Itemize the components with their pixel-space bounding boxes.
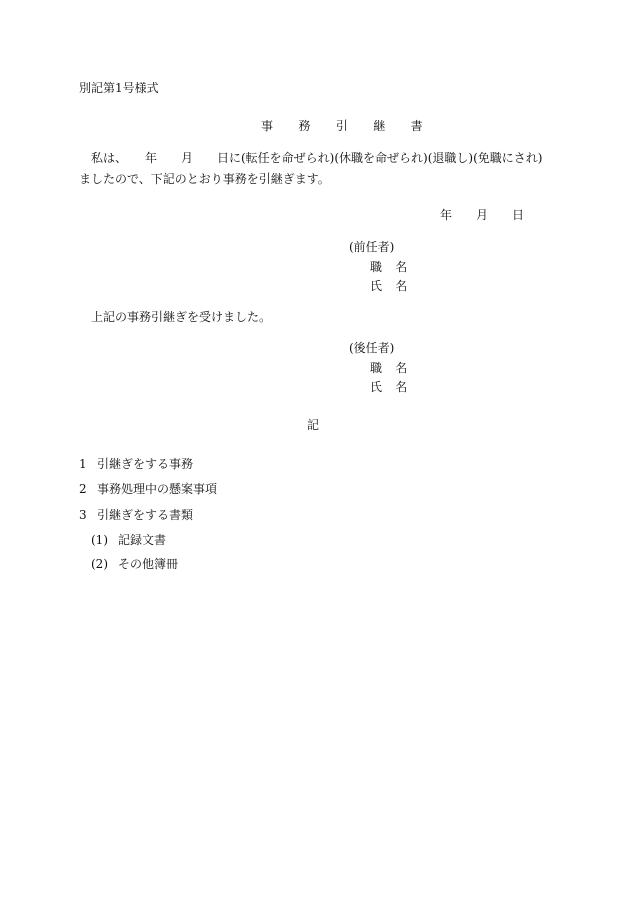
- sub-list-item: [91, 534, 166, 546]
- ki-heading: 記: [307, 418, 320, 432]
- list-item: [79, 458, 193, 470]
- predecessor-name-label: 氏名: [370, 279, 421, 293]
- subitem-text: その他簿冊: [118, 557, 179, 571]
- item-number: 3: [79, 508, 87, 522]
- successor-heading: (後任者): [349, 341, 395, 355]
- item-text: 引継ぎをする書類: [97, 508, 194, 522]
- subitem-number: (1): [91, 533, 108, 547]
- predecessor-position-label: 職名: [370, 260, 421, 274]
- subitem-text: 記録文書: [118, 533, 167, 547]
- body-line-1: 私は、 年 月 日に(転任を命ぜられ)(休職を命ぜられ)(退職し)(免職にされ): [91, 151, 543, 165]
- successor-position-label: 職名: [370, 361, 421, 375]
- body-line-2: ましたので、下記のとおり事務を引継ぎます。: [79, 172, 330, 186]
- received-line: 上記の事務引継ぎを受けました。: [91, 310, 272, 324]
- item-text: 事務処理中の懸案事項: [97, 482, 218, 496]
- list-item: [79, 509, 193, 521]
- subitem-number: (2): [91, 557, 108, 571]
- item-number: 2: [79, 482, 87, 496]
- sub-list-item: [91, 558, 178, 570]
- list-item: [79, 483, 217, 495]
- date-line: 年 月 日: [440, 208, 525, 222]
- successor-name-label: 氏名: [370, 380, 421, 394]
- document-title: 事 務 引 継 書: [261, 119, 434, 133]
- predecessor-heading: (前任者): [349, 240, 395, 254]
- form-label: 別記第1号様式: [79, 81, 159, 95]
- item-text: 引継ぎをする事務: [97, 457, 194, 471]
- item-number: 1: [79, 457, 87, 471]
